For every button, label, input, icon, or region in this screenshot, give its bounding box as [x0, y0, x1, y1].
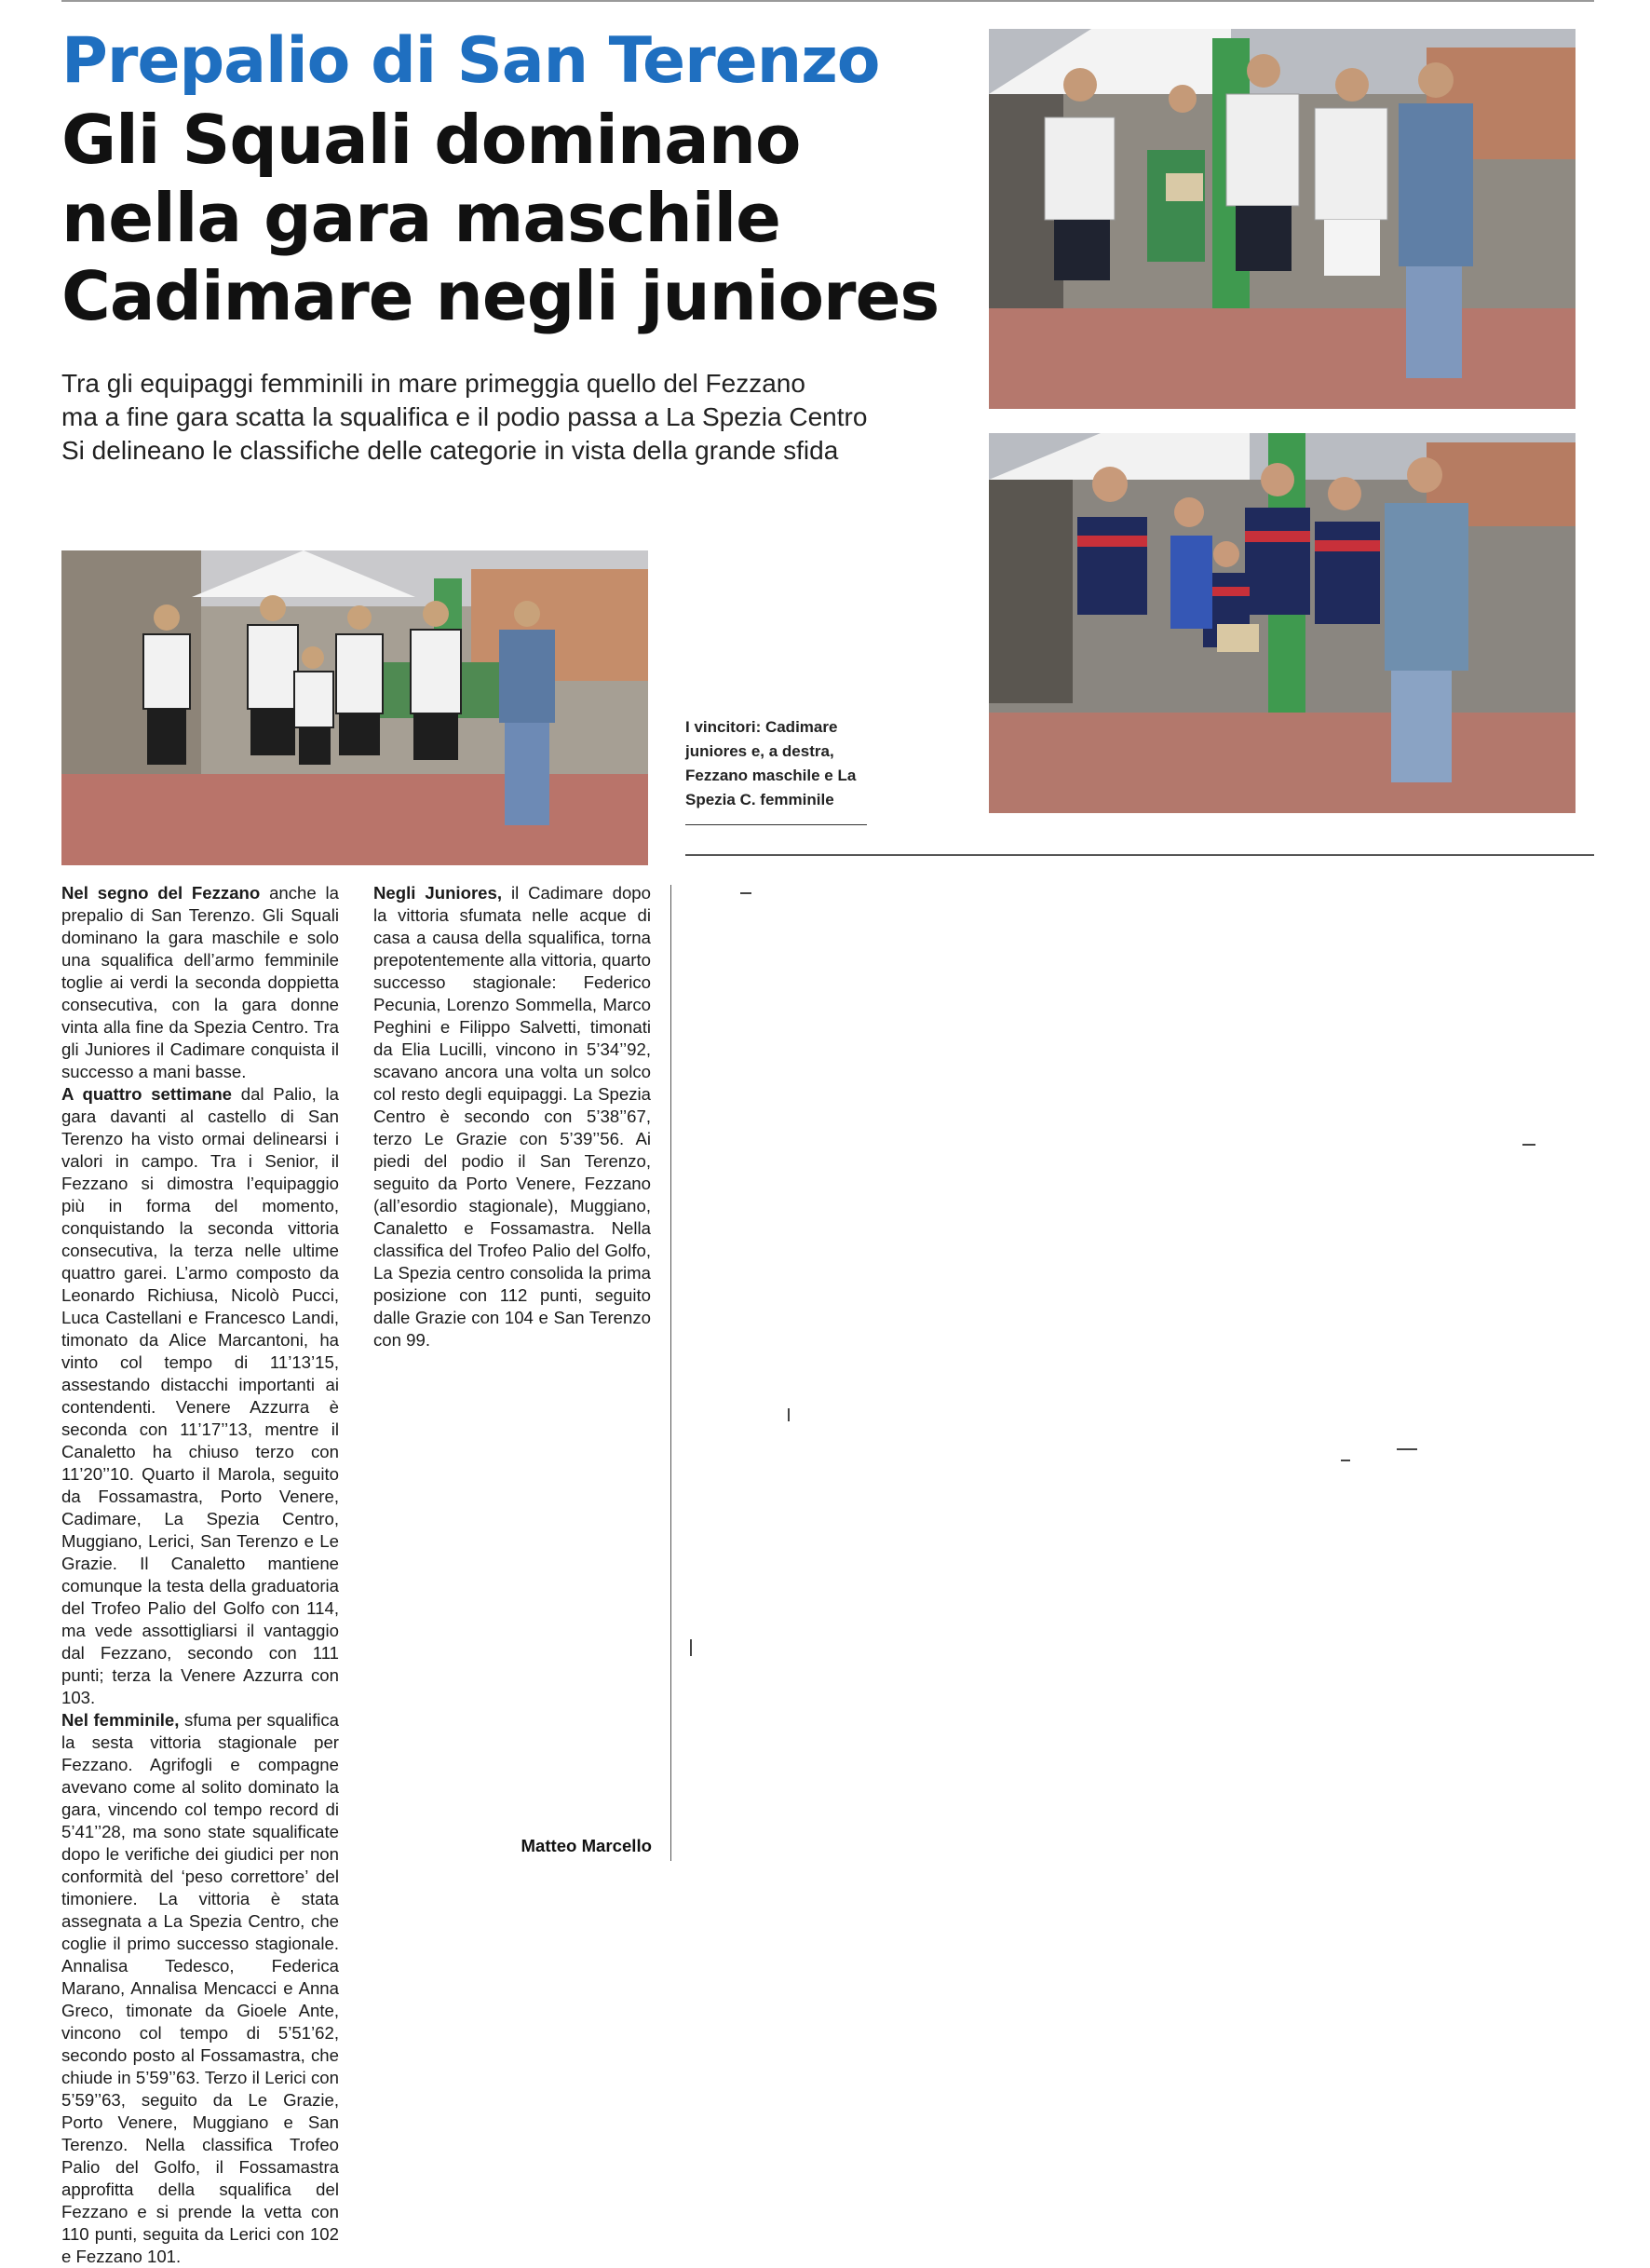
scan-speck: [690, 1639, 692, 1656]
headline-line-3: Cadimare negli juniores: [61, 257, 940, 335]
headline-line-1: Gli Squali dominano: [61, 101, 801, 179]
standfirst: [61, 367, 899, 468]
headline-line-2: nella gara maschile: [61, 179, 780, 257]
paragraph-3-text: sfuma per squalifica la sesta vittoria stagionale per Fezzano. Agrifogli e compagne avevano come al solito dominato la gara, vincendo col tempo record di 5’41’’28, ma sono state squalificate dopo le verifiche dei giudici per non conformità del ‘peso correttore’ del timoniere. La vittoria è stata assegnata a La Spezia Centro, che coglie il primo successo stagionale. Annalisa Tedesco, Federica Marano, Annalisa Mencacci e Anna Greco, timonate da Gioele Ante, vincono col tempo di 5’51’62, secondo posto al Fossamastra, che chiude in 5’59’’63. Terzo il Lerici con 5’59’’63, seguito da Le Grazie, Porto Venere, Muggiano e San Terenzo. Nella classifica Trofeo Palio del Golfo, il Fossamastra approfitta della squalifica del Fezzano e si prende la vetta con 110 punti, seguita da Lerici con 102 e Fezzano 101.: [61, 1710, 339, 2266]
byline: Matteo Marcello: [521, 1836, 652, 1855]
top-rule: [61, 0, 1594, 2]
standfirst-line-1: Tra gli equipaggi femminili in mare primeggia quello del Fezzano: [61, 369, 805, 398]
paragraph-2-lead: A quattro settimane: [61, 1084, 233, 1104]
paragraph-1: [61, 882, 339, 1083]
paragraph-3-lead: Nel femminile,: [61, 1710, 180, 1730]
photo-caption: I vincitori: Cadimare juniores e, a destra, Fezzano maschile e La Spezia C. femminile: [685, 718, 857, 808]
paragraph-4-text: il Cadimare dopo la vittoria sfumata nelle acque di casa a causa della squalifica, torna prepotentemente alla vittoria, quarto successo stagionale: Federico Pecunia, Lorenzo Sommella, Marco Peghini e Filippo Salvetti, timonati da Elia Lucilli, vincono in 5’34’’92, scavano ancora una volta un solco col resto degli equipaggi. La Spezia Centro è secondo con 5’38’’67, terzo Le Grazie con 5’39’’56. Ai piedi del podio il San Terenzo, seguito da Porto Venere, Fezzano (all’esordio stagionale), Muggiano, Canaletto e Fossamastra. Nella classifica del Trofeo Palio del Golfo, La Spezia centro consolida la prima posizione con 112 punti, seguito dalle Grazie con 104 e San Terenzo con 99.: [373, 883, 651, 1350]
scan-speck: [1397, 1448, 1417, 1450]
paragraph-4-lead: Negli Juniores,: [373, 883, 503, 903]
paragraph-4: [373, 882, 651, 1351]
kicker-title: Prepalio di San Terenzo: [61, 24, 880, 98]
standfirst-line-2: ma a fine gara scatta la squalifica e il podio passa a La Spezia Centro: [61, 402, 868, 431]
scan-speck: [740, 892, 751, 894]
paragraph-1-text: anche la prepalio di San Terenzo. Gli Squali dominano la gara maschile e solo una squalifica dell’armo femminile toglie ai verdi la seconda doppietta consecutiva, con la gara donne vinta alla fine da Spezia Centro. Tra gli Juniores il Cadimare conquista il successo a mani basse.: [61, 883, 339, 1081]
column-separator: [670, 885, 671, 1861]
headline: [61, 101, 940, 335]
cadimare-juniores-photo: [61, 550, 648, 865]
paragraph-2-text: dal Palio, la gara davanti al castello di San Terenzo ha visto ormai delinearsi i valori in campo. Tra i Senior, il Fezzano si dimostra l’equipaggio più in forma del momento, conquistando la seconda vittoria consecutiva, la terza nelle ultime quattro garei. L’armo composto da Leonardo Richiusa, Nicolò Pucci, Luca Castellani e Francesco Landi, timonato da Alice Marcantoni, ha vinto col tempo di 11’13’15, assestando distacchi importanti ai contendenti. Venere Azzurra è seconda con 11’17’’13, mentre il Canaletto ha chiuso terzo con 11’20’’10. Quarto il Marola, seguito da Fossamastra, Porto Venere, Cadimare, La Spezia Centro, Muggiano, Lerici, San Terenzo e Le Grazie. Il Canaletto mantiene comunque la testa della graduatoria del Trofeo Palio del Golfo con 114, ma vede assottigliarsi il vantaggio dal Fezzano, secondo con 111 punti; terza la Venere Azzurra con 103.: [61, 1084, 339, 1707]
la-spezia-femminile-photo: [989, 433, 1576, 813]
caption-rule: [685, 824, 867, 825]
article-column-1: [61, 882, 339, 2268]
paragraph-1-lead: Nel segno del Fezzano: [61, 883, 261, 903]
section-rule: [685, 854, 1594, 856]
standfirst-line-3: Si delineano le classifiche delle categorie in vista della grande sfida: [61, 436, 839, 465]
scan-speck: [788, 1408, 790, 1421]
scan-speck: [1341, 1460, 1350, 1461]
paragraph-2: [61, 1083, 339, 1709]
article-column-2: [373, 882, 651, 1351]
paragraph-3: [61, 1709, 339, 2268]
fezzano-maschile-photo: [989, 29, 1576, 409]
scan-speck: [1522, 1144, 1535, 1146]
